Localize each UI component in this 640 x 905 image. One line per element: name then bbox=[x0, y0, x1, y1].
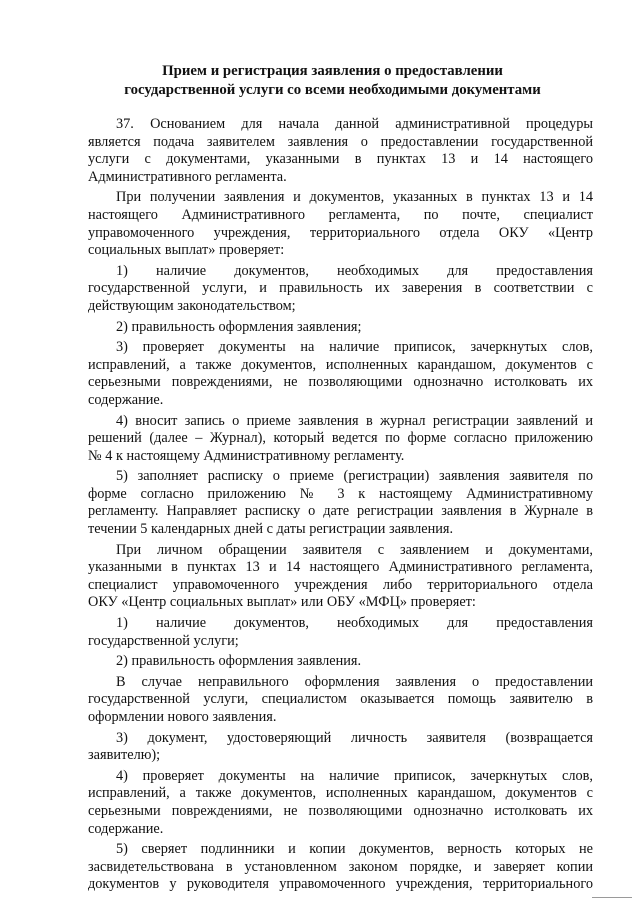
text-line: При получении заявления и документов, указанных в пунктах 13 и 14 bbox=[116, 189, 593, 206]
text-line: В случае неправильного оформления заявления о предоставлении bbox=[116, 673, 593, 690]
text-line: 37. Основанием для начала данной административной процедуры bbox=[116, 116, 593, 132]
text-line: 2) правильность оформления заявления; bbox=[116, 318, 362, 335]
text-line: документов у руководителя управомоченного учреждения, территориального bbox=[88, 876, 593, 893]
paragraph bbox=[88, 339, 593, 409]
text-line: указанными в пунктах 13 и 14 настоящего Административного регламента, bbox=[88, 559, 593, 576]
text-line: настоящего Административного регламента, по почте, специалист bbox=[88, 206, 593, 223]
text-line: 3) проверяет документы на наличие приписок, зачеркнутых слов, bbox=[116, 339, 593, 356]
text-line: специалист управомоченного учреждения либо территориального отдела bbox=[88, 576, 593, 593]
paragraph bbox=[88, 468, 593, 538]
document-body bbox=[88, 116, 593, 897]
text-line: содержание. bbox=[88, 820, 164, 837]
text-line: 2) правильность оформления заявления. bbox=[116, 653, 362, 670]
text-line: оформлении нового заявления. bbox=[88, 709, 277, 725]
text-line: Административного регламента. bbox=[88, 168, 287, 185]
paragraph bbox=[88, 653, 593, 671]
text-line: управомоченного учреждения, территориального отдела ОКУ «Центр bbox=[88, 224, 593, 241]
text-line: содержание. bbox=[88, 391, 164, 408]
text-line: является подача заявителем заявления о предоставлении государственной bbox=[88, 133, 593, 150]
paragraph bbox=[88, 841, 593, 894]
text-line: социальных выплат» проверяет: bbox=[88, 242, 285, 259]
text-line: серьезными повреждениями, не позволяющими однозначно истолковать их bbox=[88, 374, 593, 391]
text-line: 1) наличие документов, необходимых для предоставления bbox=[116, 262, 593, 279]
text-line: 4) проверяет документы на наличие приписок, зачеркнутых слов, bbox=[116, 767, 593, 784]
text-line: государственной услуги, и правильность их заверения в соответствии с bbox=[88, 280, 593, 297]
paragraph bbox=[88, 189, 593, 259]
paragraph bbox=[88, 730, 593, 765]
text-line: При личном обращении заявителя с заявлением и документами, bbox=[116, 541, 593, 558]
paragraph bbox=[88, 263, 593, 316]
text-line: 5) заполняет расписку о приеме (регистрации) заявления заявителя по bbox=[116, 468, 593, 485]
text-line: 4) вносит запись о приеме заявления в журнал регистрации заявлений и bbox=[116, 412, 593, 429]
text-line: № 4 к настоящему Административному регламенту. bbox=[88, 447, 405, 464]
paragraph bbox=[88, 768, 593, 838]
text-line: ОКУ «Центр социальных выплат» или ОБУ «МФЦ» проверяет: bbox=[88, 594, 476, 611]
paragraph bbox=[88, 542, 593, 612]
text-line: серьезными повреждениями, не позволяющими однозначно истолковать их bbox=[88, 802, 593, 819]
text-line: засвидетельствована в установленном законом порядке, и заверяет копии bbox=[88, 858, 593, 875]
paragraph bbox=[88, 116, 593, 186]
text-line: решений (далее – Журнал), который ведется по форме согласно приложению bbox=[88, 430, 593, 447]
text-line: исправлений, а также документов, исполненных карандашом, документов с bbox=[88, 356, 593, 373]
text-line: услуги с документами, указанными в пунктах 13 и 14 настоящего bbox=[88, 151, 593, 168]
heading-line: Прием и регистрация заявления о предоставлении bbox=[162, 63, 503, 79]
text-line: 5) сверяет подлинники и копии документов, верность которых не bbox=[116, 841, 593, 858]
text-line: течении 5 календарных дней с даты регистрации заявления. bbox=[88, 521, 454, 538]
text-line: 3) документ, удостоверяющий личность заявителя (возвращается bbox=[116, 729, 593, 746]
text-line: заявителю); bbox=[88, 747, 161, 764]
text-line: регламенту. Направляет расписку о дате регистрации заявления в Журнале в bbox=[88, 503, 593, 520]
text-line: действующим законодательством; bbox=[88, 297, 296, 314]
text-line: государственной услуги; bbox=[88, 632, 239, 649]
paragraph bbox=[88, 413, 593, 466]
text-line: исправлений, а также документов, исполненных карандашом, документов с bbox=[88, 785, 593, 802]
text-line: 1) наличие документов, необходимых для предоставления bbox=[116, 615, 593, 632]
paragraph bbox=[88, 615, 593, 650]
paragraph bbox=[88, 319, 593, 337]
text-line: форме согласно приложению № 3 к настоящему Административному bbox=[88, 485, 593, 502]
paragraph bbox=[88, 674, 593, 727]
text-line: государственной услуги, специалистом оказывается помощь заявителю в bbox=[88, 691, 593, 708]
section-heading bbox=[60, 62, 605, 100]
heading-line: государственной услуги со всеми необходимыми документами bbox=[124, 82, 541, 98]
scan-edge-mark bbox=[592, 897, 632, 898]
